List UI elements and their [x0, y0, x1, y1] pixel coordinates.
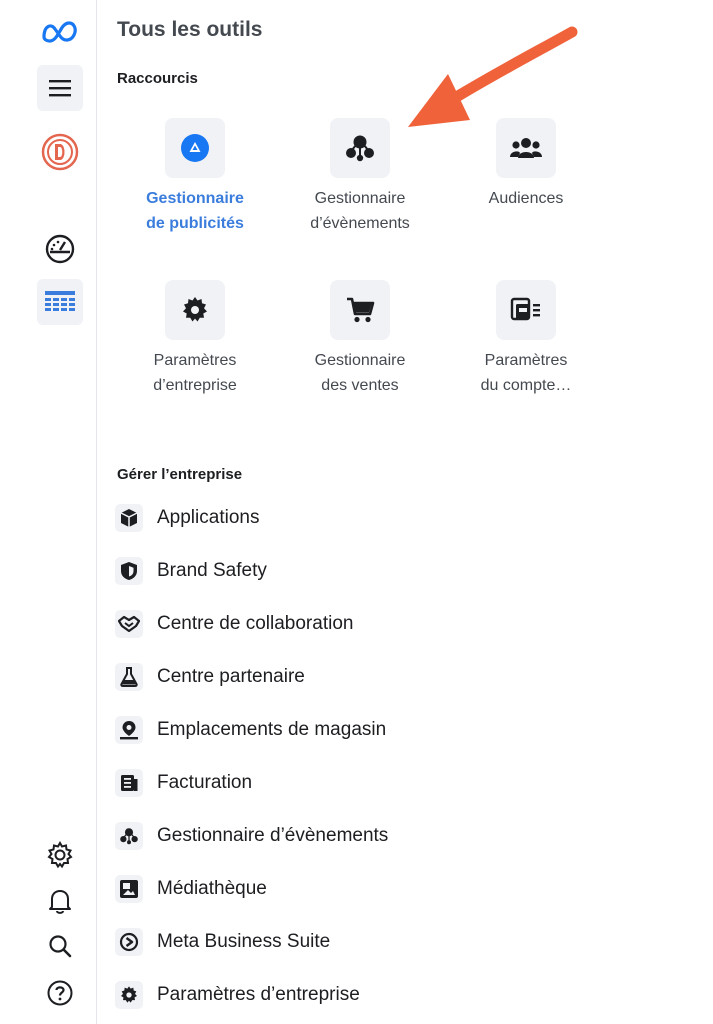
gear-icon[interactable]: [37, 832, 83, 878]
tile-label-line1: Gestionnaire: [314, 352, 406, 369]
store-pin-icon: [115, 716, 143, 744]
list-item-label: Meta Business Suite: [157, 931, 331, 952]
list-item-partner-center[interactable]: [115, 660, 575, 694]
events-manager-icon: [115, 822, 143, 850]
tile-label-line2: du compte…: [480, 377, 572, 394]
list-item-label: Emplacements de magasin: [157, 719, 387, 740]
list-item-label: Centre partenaire: [157, 666, 305, 687]
events-manager-icon: [330, 118, 390, 178]
list-item-events-manager[interactable]: [115, 819, 575, 853]
manage-business-heading: Gérer l’entreprise: [117, 466, 243, 483]
tile-label-line1: Gestionnaire: [146, 190, 244, 207]
audiences-icon: [496, 118, 556, 178]
tile-label-line1: Audiences: [488, 190, 564, 207]
cart-icon: [330, 280, 390, 340]
handshake-icon: [115, 610, 143, 638]
list-item-brand-safety[interactable]: [115, 554, 575, 588]
shortcut-audiences[interactable]: [441, 118, 611, 211]
menu-icon[interactable]: [37, 65, 83, 111]
billing-icon: [115, 769, 143, 797]
tile-label-line2: d’entreprise: [153, 377, 237, 394]
shield-icon: [115, 557, 143, 585]
list-item-label: Paramètres d’entreprise: [157, 984, 360, 1005]
list-item-store-locations[interactable]: [115, 713, 575, 747]
list-item-label: Centre de collaboration: [157, 613, 354, 634]
shortcut-ads-manager[interactable]: [110, 118, 280, 236]
gear-icon: [115, 981, 143, 1009]
help-icon[interactable]: [37, 970, 83, 1016]
shortcut-account-settings[interactable]: [441, 280, 611, 398]
list-item-business-settings[interactable]: [115, 978, 575, 1012]
business-suite-icon: [115, 928, 143, 956]
account-avatar-icon[interactable]: [37, 129, 83, 175]
shortcut-commerce-manager[interactable]: [275, 280, 445, 398]
panel-title: Tous les outils: [117, 18, 263, 41]
cube-icon: [115, 504, 143, 532]
flask-icon: [115, 663, 143, 691]
shortcut-events-manager[interactable]: [275, 118, 445, 236]
list-item-meta-business-suite[interactable]: [115, 925, 575, 959]
tile-label-line1: Paramètres: [484, 352, 568, 369]
list-item-billing[interactable]: [115, 766, 575, 800]
tile-label-line2: des ventes: [321, 377, 399, 394]
table-icon[interactable]: [37, 279, 83, 325]
tile-label-line1: Paramètres: [153, 352, 237, 369]
ads-manager-icon: [165, 118, 225, 178]
list-item-applications[interactable]: [115, 501, 575, 535]
left-navigation-rail: [0, 0, 97, 1024]
tile-label-line1: Gestionnaire: [314, 190, 406, 207]
list-item-label: Facturation: [157, 772, 253, 793]
gauge-icon[interactable]: [37, 226, 83, 272]
list-item-label: Médiathèque: [157, 878, 267, 899]
meta-logo-icon[interactable]: [37, 9, 83, 55]
tile-label-line2: de publicités: [146, 215, 244, 232]
list-item-label: Gestionnaire d’évènements: [157, 825, 389, 846]
bell-icon[interactable]: [37, 878, 83, 924]
gear-icon: [165, 280, 225, 340]
account-settings-icon: [496, 280, 556, 340]
list-item-media-library[interactable]: [115, 872, 575, 906]
list-item-label: Applications: [157, 507, 260, 528]
shortcuts-heading: Raccourcis: [117, 70, 198, 87]
list-item-label: Brand Safety: [157, 560, 267, 581]
shortcut-business-settings[interactable]: [110, 280, 280, 398]
list-item-collaboration-center[interactable]: [115, 607, 575, 641]
all-tools-panel: [97, 0, 713, 1024]
tile-label-line2: d’évènements: [310, 215, 410, 232]
media-icon: [115, 875, 143, 903]
search-icon[interactable]: [37, 923, 83, 969]
